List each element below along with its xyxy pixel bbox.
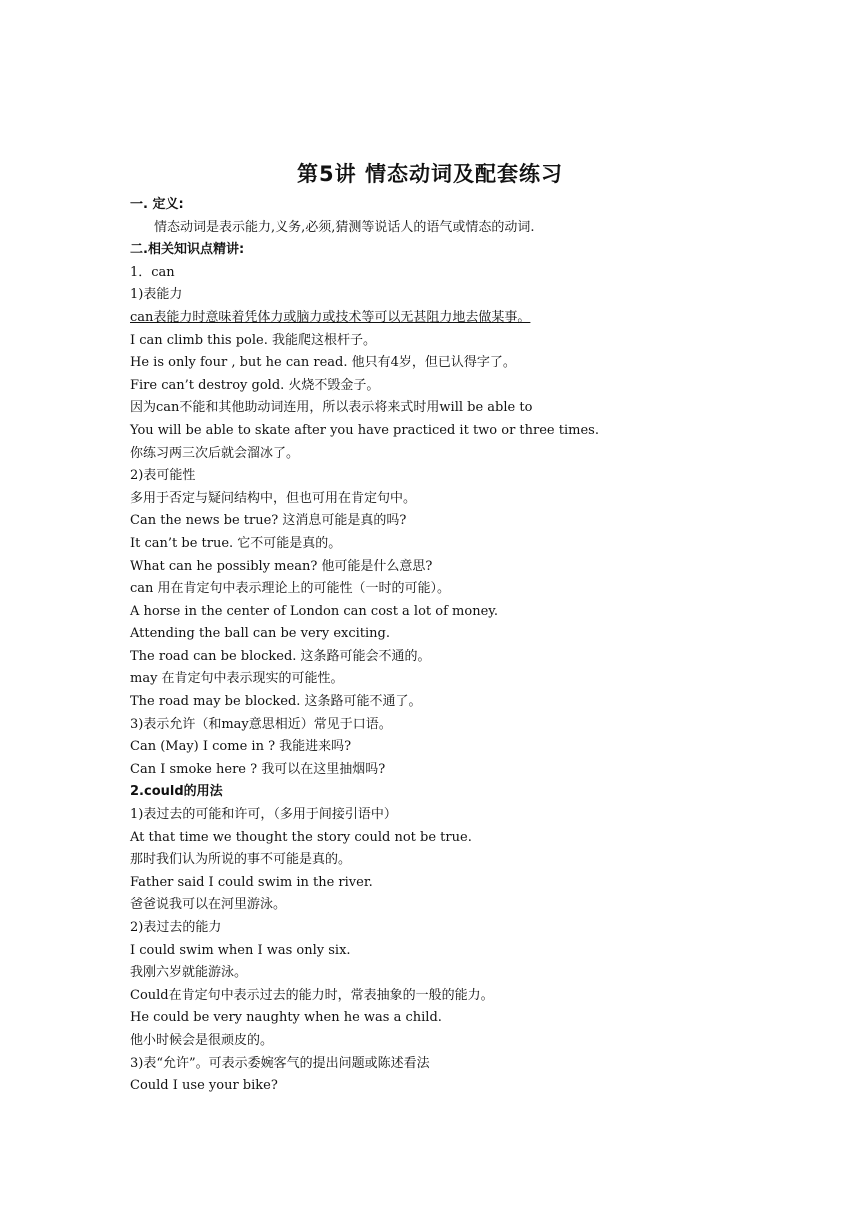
point-heading: 2)表过去的能力 [130, 920, 222, 935]
subheading-can: 1．can [130, 264, 175, 280]
translation-line: 爸爸说我可以在河里游泳。 [130, 897, 287, 913]
translation-line: 那时我们认为所说的事不可能是真的。 [130, 852, 352, 868]
underlined-note [130, 307, 830, 330]
example-line: Attending the ball can be very exciting. [130, 626, 391, 642]
example-line: He could be very naughty when he was a child. [130, 1010, 442, 1026]
example-line: At that time we thought the story could not be true. [130, 829, 472, 845]
example-line: You will be able to skate after you have practiced it two or three times. [130, 422, 599, 438]
document-body [130, 194, 830, 1098]
example-line: Fire can’t destroy gold. 火烧不毁金子。 [130, 377, 380, 393]
point-heading: 1)表能力 [130, 287, 183, 303]
example-line: A horse in the center of London can cost a lot of money. [130, 603, 499, 619]
page-title: 第5讲 情态动词及配套练习 [297, 162, 563, 186]
translation-line: 我刚六岁就能游泳。 [130, 965, 248, 981]
paragraph: 情态动词是表示能力,义务,必须,猜测等说话人的语气或情态的动词. [154, 219, 535, 235]
translation-line: 他小时候会是很顽皮的。 [130, 1032, 274, 1048]
example-line: What can he possibly mean? 他可能是什么意思? [130, 558, 433, 574]
point-heading: 2)表可能性 [130, 468, 196, 484]
example-line: I can climb this pole. 我能爬这根杆子。 [130, 332, 377, 348]
text-line: 因为can不能和其他助动词连用，所以表示将来式时用will be able to [130, 400, 533, 416]
text-line: 多用于否定与疑问结构中，但也可用在肯定句中。 [130, 490, 417, 506]
example-line: Can the news be true? 这消息可能是真的吗? [130, 513, 407, 529]
translation-line: 你练习两三次后就会溜冰了。 [130, 445, 300, 461]
example-line: Could I use your bike? [130, 1078, 278, 1094]
underlined-text: can表能力时意味着凭体力或脑力或技术等可以无甚阻力地去做某事。 [130, 309, 531, 325]
text-line: Could在肯定句中表示过去的能力时，常表抽象的一般的能力。 [130, 987, 494, 1003]
section-heading-definition: 一. 定义: [130, 197, 184, 212]
point-heading: 1)表过去的可能和许可，（多用于间接引语中） [130, 807, 397, 823]
text-line: can 用在肯定句中表示理论上的可能性（一时的可能）。 [130, 581, 451, 597]
example-line: Father said I could swim in the river. [130, 874, 373, 890]
text-line: may 在肯定句中表示现实的可能性。 [130, 671, 344, 687]
point-heading: 3)表“允许”。可表示委婉客气的提出问题或陈述看法 [130, 1055, 430, 1071]
subheading-could: 2.could的用法 [130, 784, 223, 800]
example-line: It can’t be true. 它不可能是真的。 [130, 535, 342, 551]
example-line: The road can be blocked. 这条路可能会不通的。 [130, 648, 431, 664]
example-line: The road may be blocked. 这条路可能不通了。 [130, 694, 422, 710]
example-line: I could swim when I was only six. [130, 942, 351, 958]
section-heading-knowledge: 二.相关知识点精讲: [130, 242, 245, 258]
example-line: Can (May) I come in ? 我能进来吗? [130, 739, 352, 755]
example-line: Can I smoke here ? 我可以在这里抽烟吗? [130, 761, 386, 777]
point-heading: 3)表示允许（和may意思相近）常见于口语。 [130, 716, 392, 732]
example-line: He is only four , but he can read. 他只有4岁，但已认得字了。 [130, 355, 516, 371]
